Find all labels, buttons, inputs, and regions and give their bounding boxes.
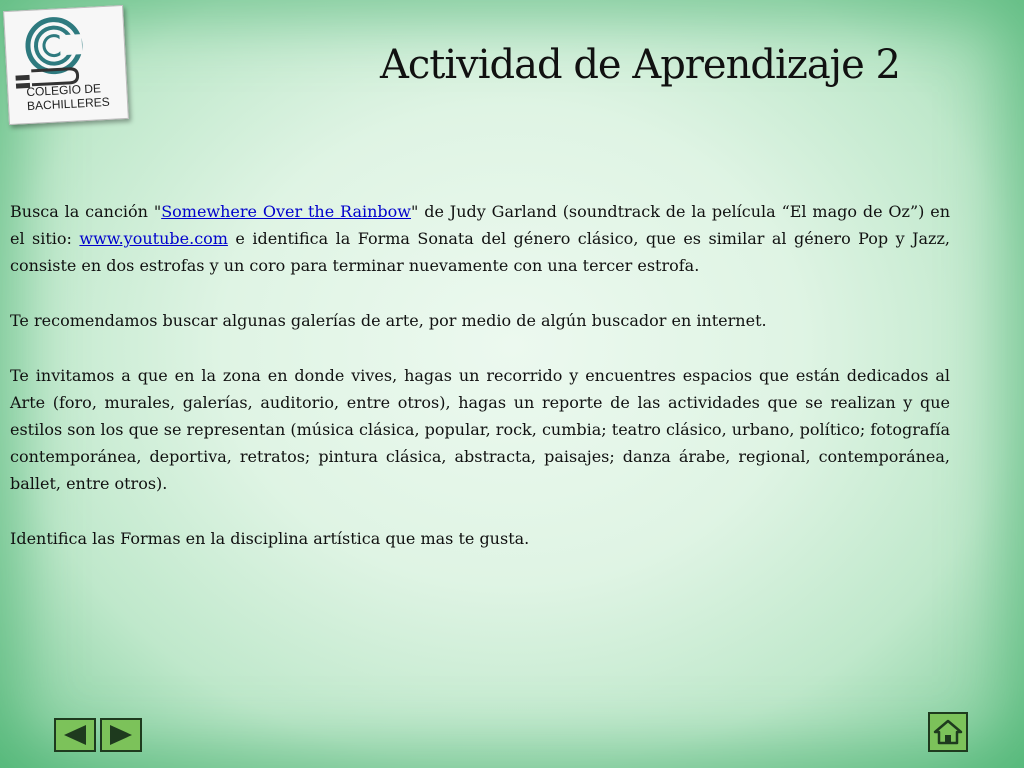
triangle-left-icon [60,723,90,747]
colegio-logo-icon [4,6,126,92]
logo-line2: BACHILLERES [26,94,111,114]
activity-content [10,198,950,580]
slide-navigation [54,718,146,754]
paragraph-song-pre: Busca la canción " [10,202,162,221]
paragraph-forms: Identifica las Formas en la disciplina artística que mas te gusta. [10,529,530,548]
next-button[interactable] [100,718,142,752]
previous-button[interactable] [54,718,96,752]
home-icon [933,718,963,746]
logo-text [26,80,127,113]
song-link[interactable]: Somewhere Over the Rainbow [161,202,412,221]
youtube-link[interactable]: www.youtube.com [79,229,228,248]
paragraph-tour: Te invitamos a que en la zona en donde vives, hagas un recorrido y encuentres espacios que están dedicados al Arte (foro, murales, galerías, auditorio, entre otros), hagas un reporte de las actividades que se realizan y que estilos son los que se representan (música clásica, popular, rock, cumbia; teatro clásico, urbano, político; fotografía contemporánea, deportiva, retratos; pintura clásica, abstracta, paisajes; danza árabe, regional, contemporánea, ballet, entre otros). [10,366,950,493]
page-title: Actividad de Aprendizaje 2 [380,42,900,88]
home-button[interactable] [928,712,968,752]
paragraph-song [10,198,950,279]
school-logo [3,5,129,125]
triangle-right-icon [106,723,136,747]
paragraph-song-post: e identifica la Forma Sonata del género clásico, que es similar al género Pop y Jazz, consiste en dos estrofas y un coro para terminar nuevamente con una tercer estrofa. [10,229,951,275]
paragraph-song-mid: " de Judy Garland (soundtrack de la película “El mago de Oz”) en el sitio: [10,202,951,248]
logo-line1: COLEGIO DE [25,81,102,100]
paragraph-galleries: Te recomendamos buscar algunas galerías de arte, por medio de algún buscador en internet. [10,311,767,330]
